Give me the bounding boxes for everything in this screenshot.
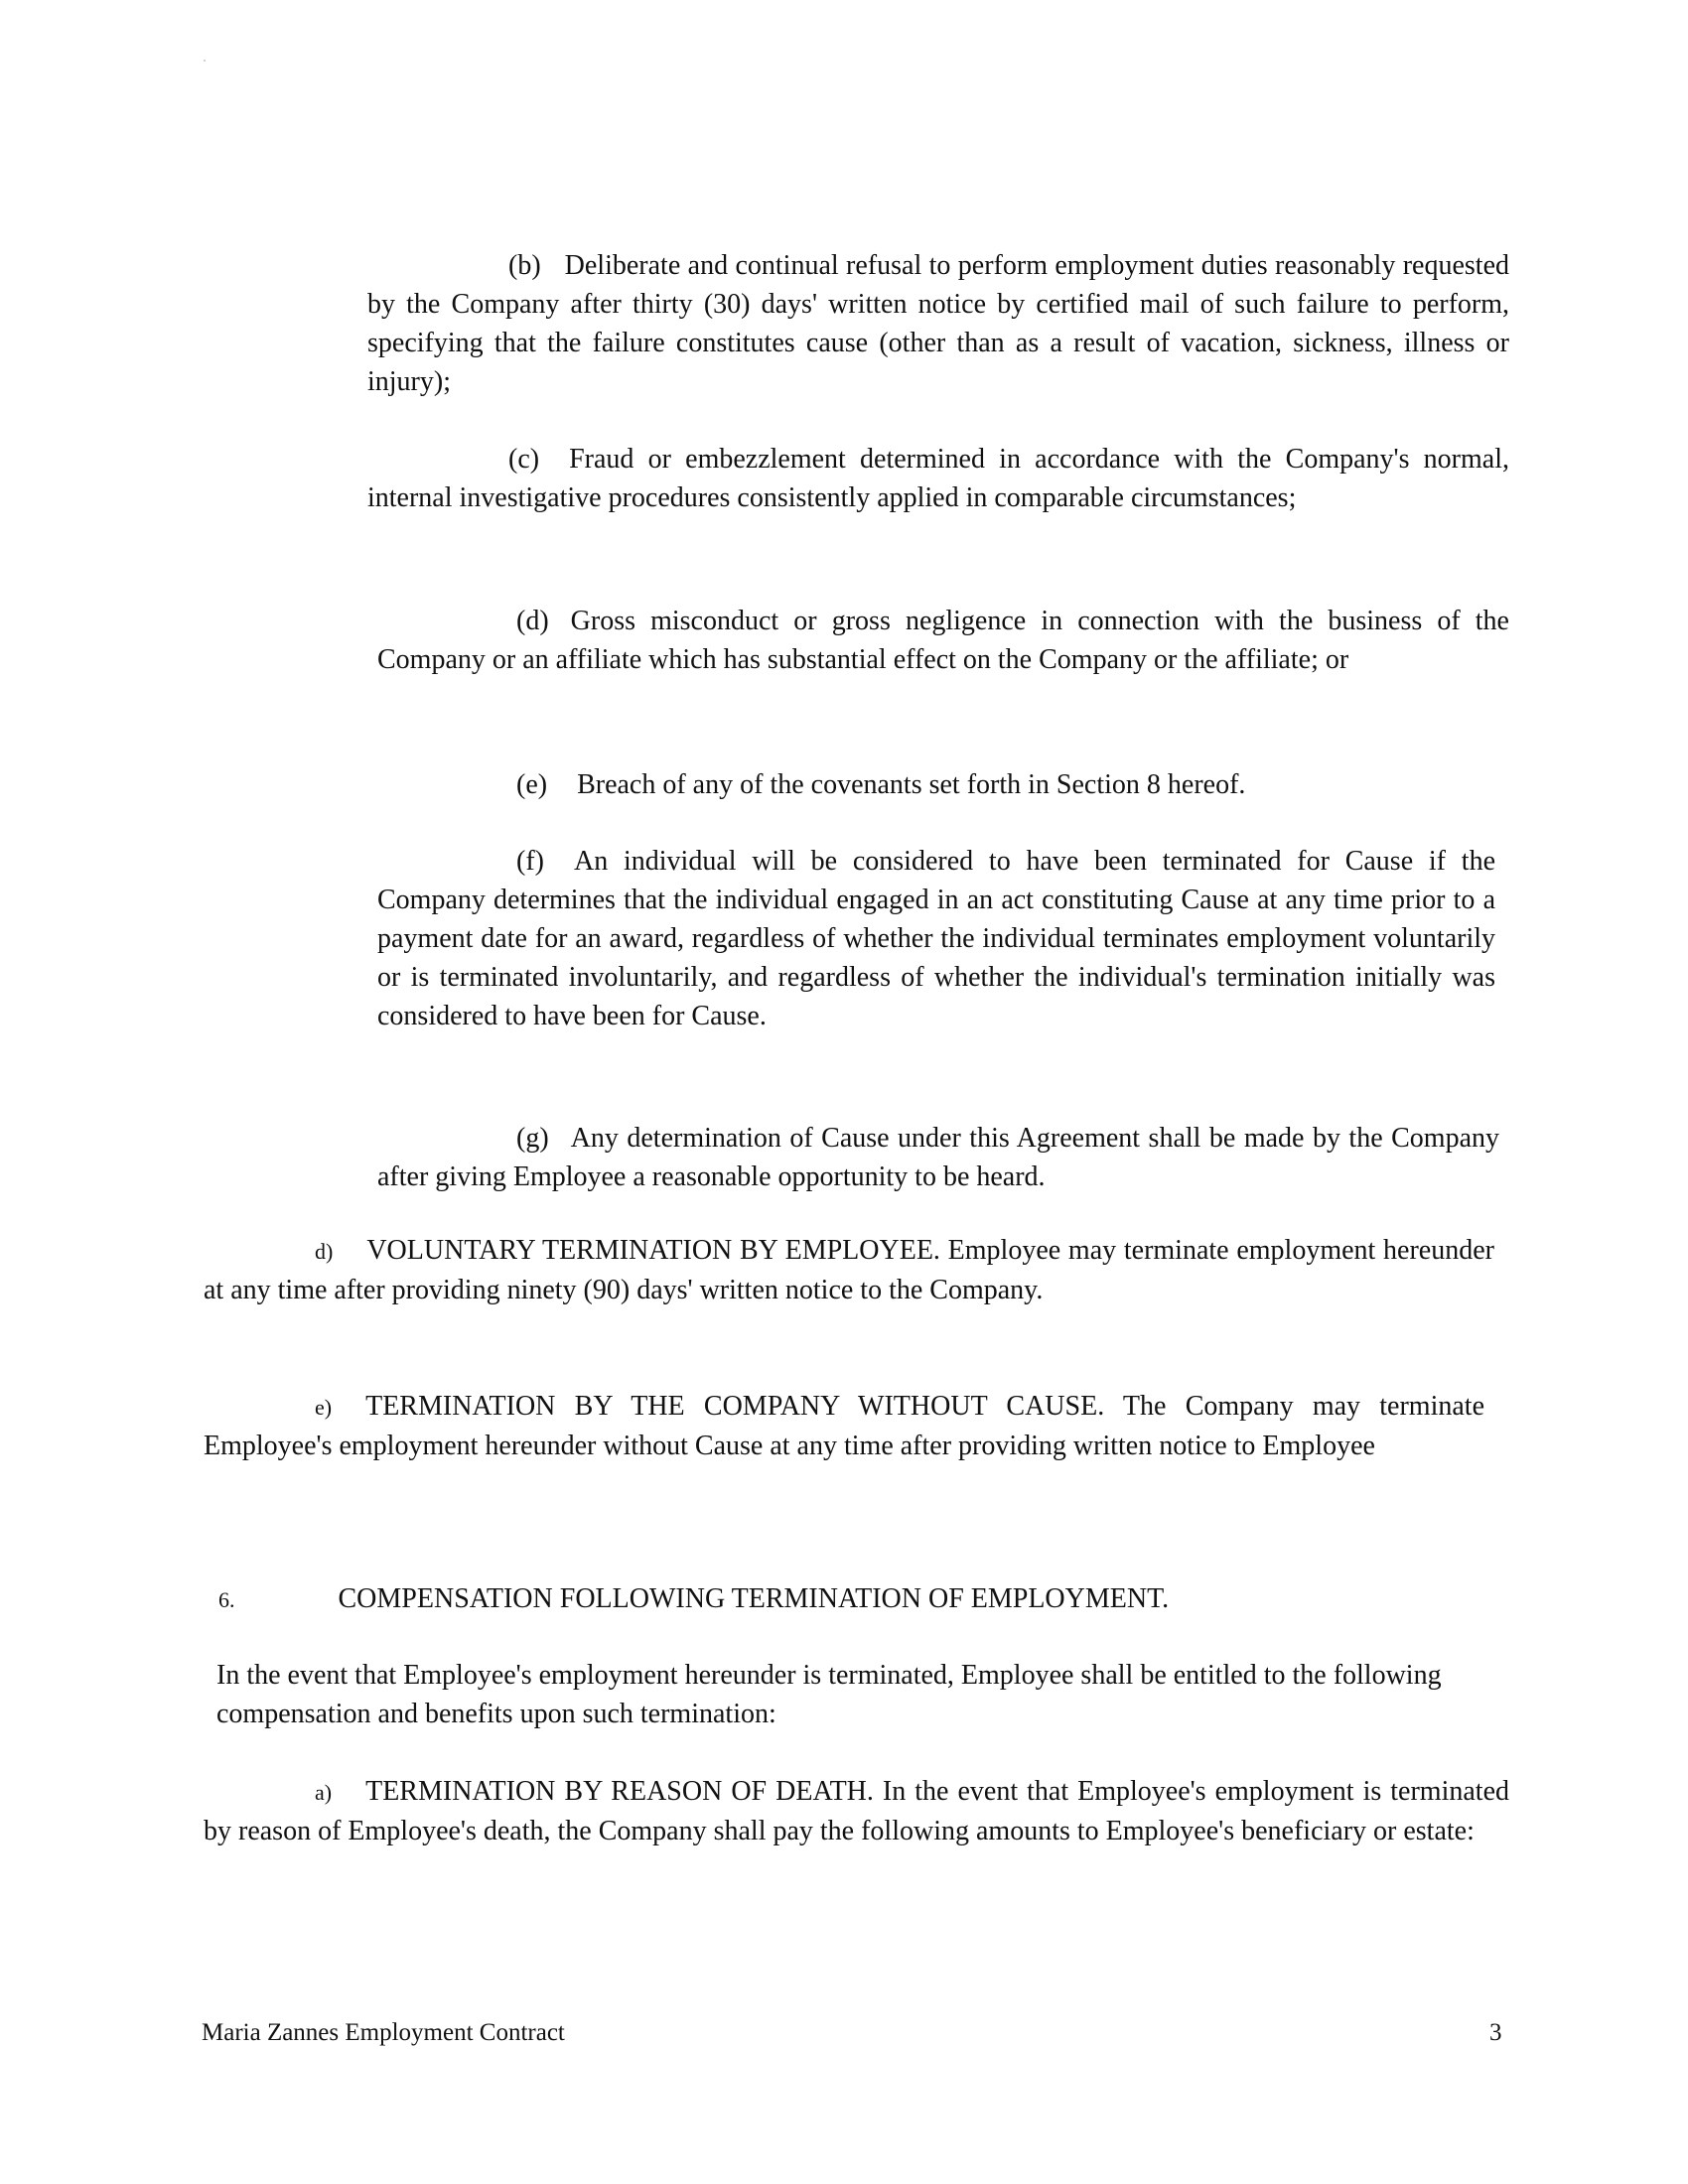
clause-label: e) bbox=[315, 1395, 333, 1420]
scan-artifact bbox=[204, 60, 206, 62]
cause-subsection-c bbox=[367, 440, 1509, 517]
subsection-text: Deliberate and continual refusal to perform employment duties reasonably requested by the Company after thirty (30) days' written notice by certified mail of such failure to perform, specifying that the failure constitutes cause (other than as a result of vacation, sickness, illness or injury); bbox=[367, 250, 1509, 397]
clause-termination-without-cause bbox=[204, 1387, 1484, 1465]
cause-subsection-d bbox=[377, 602, 1509, 679]
subsection-label: (d) bbox=[516, 606, 549, 636]
clause-voluntary-termination bbox=[204, 1231, 1494, 1309]
clause-text: TERMINATION BY THE COMPANY WITHOUT CAUSE. The Company may terminate Employee's employment hereunder without Cause at any time after providing written notice to Employee bbox=[204, 1391, 1484, 1461]
section-6-intro bbox=[216, 1656, 1499, 1733]
clause-text: VOLUNTARY TERMINATION BY EMPLOYEE. Employee may terminate employment hereunder at any time after providing ninety (90) days' written notice to the Company. bbox=[204, 1235, 1494, 1305]
cause-subsection-g bbox=[377, 1119, 1499, 1196]
subsection-label: (c) bbox=[508, 444, 540, 475]
subsection-label: (e) bbox=[516, 769, 548, 800]
footer-title: Maria Zannes Employment Contract bbox=[202, 2019, 565, 2046]
subsection-text: Breach of any of the covenants set forth in Section 8 hereof. bbox=[577, 769, 1246, 800]
intro-text: In the event that Employee's employment hereunder is terminated, Employee shall be entitled to the following compensation and benefits upon such termination: bbox=[216, 1660, 1442, 1729]
section-title: COMPENSATION FOLLOWING TERMINATION OF EMPLOYMENT. bbox=[338, 1583, 1170, 1614]
subsection-text: Fraud or embezzlement determined in accordance with the Company's normal, internal investigative procedures consistently applied in comparable circumstances; bbox=[367, 444, 1509, 513]
cause-subsection-f bbox=[377, 842, 1495, 1035]
subsection-label: (b) bbox=[508, 250, 541, 281]
subsection-text: An individual will be considered to have been terminated for Cause if the Company determines that the individual engaged in an act constituting Cause at any time prior to a payment date for an award, regardless of whether the individual terminates employment voluntarily or is terminated involuntarily, and regardless of whether the individual's termination initially was considered to have been for Cause. bbox=[377, 846, 1495, 1031]
subsection-label: (f) bbox=[516, 846, 544, 877]
cause-subsection-e bbox=[377, 765, 1509, 804]
subsection-text: Gross misconduct or gross negligence in connection with the business of the Company or an affiliate which has substantial effect on the Company or the affiliate; or bbox=[377, 606, 1509, 675]
clause-text: TERMINATION BY REASON OF DEATH. In the event that Employee's employment is terminated by reason of Employee's death, the Company shall pay the following amounts to Employee's beneficiary or estate: bbox=[204, 1776, 1509, 1846]
clause-label: a) bbox=[315, 1780, 333, 1805]
clause-label: d) bbox=[315, 1239, 334, 1264]
section-6-heading bbox=[218, 1579, 1169, 1619]
subsection-text: Any determination of Cause under this Agreement shall be made by the Company after giving Employee a reasonable opportunity to be heard. bbox=[377, 1123, 1499, 1192]
cause-subsection-b bbox=[367, 246, 1509, 401]
subsection-label: (g) bbox=[516, 1123, 549, 1154]
clause-termination-by-death bbox=[204, 1772, 1509, 1850]
section-number: 6. bbox=[218, 1587, 235, 1612]
page-number: 3 bbox=[1489, 2019, 1502, 2046]
